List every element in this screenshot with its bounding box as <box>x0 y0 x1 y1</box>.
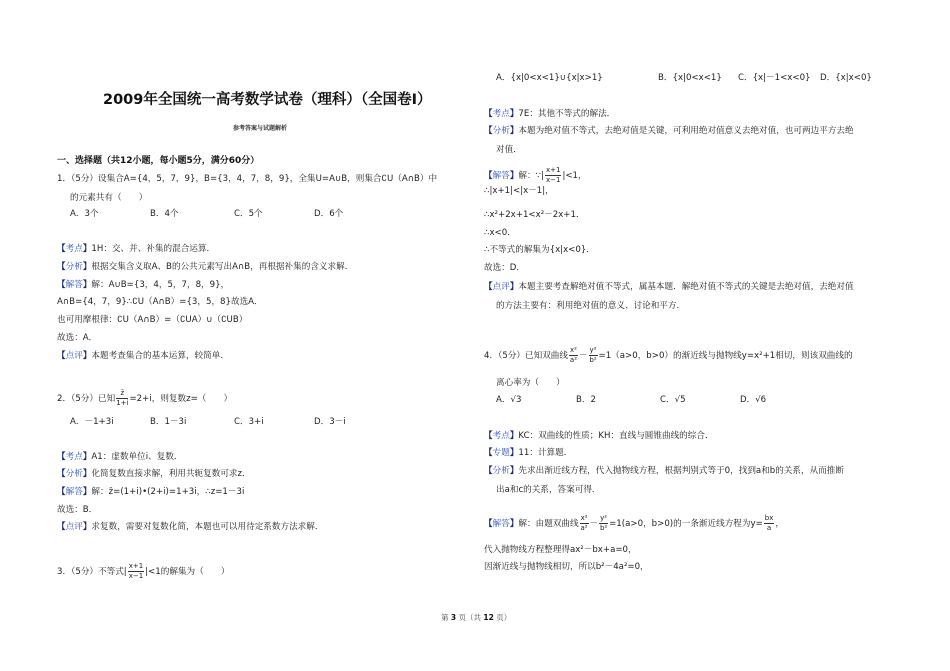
q4-option-d: D．√6 <box>740 395 767 405</box>
q4-zhuanti: 【专题】11：计算题． <box>484 448 573 458</box>
tag-label: 专题 <box>492 448 510 458</box>
numerator: x+1 <box>545 166 561 174</box>
tag-label: 解答 <box>65 280 83 290</box>
page-number: 3 <box>450 613 457 622</box>
q4-option-b: B．2 <box>576 395 596 405</box>
q4-jieda-post: ， <box>775 519 784 529</box>
q1-fenxi-text: 根据交集含义取A、B的公共元素写出A∩B，再根据补集的含义求解． <box>91 262 354 272</box>
q2-dianping-text: 求复数，需要对复数化简，本题也可以用待定系数方法求解． <box>91 522 324 532</box>
page-total: 12 <box>483 613 494 622</box>
q3-fenxi-text: 本题为绝对值不等式，去绝对值是关键，可利用绝对值意义去绝对值，也可两边平方去绝 <box>518 126 854 136</box>
tag-jieda: 【解答】 <box>57 280 92 290</box>
tag-label: 点评 <box>65 522 83 532</box>
q2-stem <box>57 389 232 408</box>
q3-solution-line: ∴|x+1|<|x－1|， <box>484 186 554 196</box>
numerator: x+1 <box>128 562 144 570</box>
q2-stem-pre: 2．（5分）已知 <box>57 394 116 404</box>
q3-dianping-text: 本题主要考查解绝对值不等式，属基本题．解绝对值不等式的关键是去绝对值，去绝对值 <box>518 282 854 292</box>
q3-kaodian: 【考点】7E：其他不等式的解法． <box>484 109 616 119</box>
q4-solution-line: 代入抛物线方程整理得ax²－bx+a=0， <box>484 545 637 555</box>
minus-sign: － <box>589 519 599 529</box>
q1-dianping-text: 本题考查集合的基本运算，较简单． <box>91 351 229 361</box>
q3-option-c: C．{x|－1<x<0} <box>738 73 811 83</box>
q1-solution-line: A∩B={4，7，9}∴∁U（A∩B）={3，5，8}故选A． <box>57 297 263 307</box>
q2-kaodian: 【考点】A1：虚数单位i、复数． <box>57 452 183 462</box>
footer-text: 页） <box>496 613 512 622</box>
q2-answer: 故选：B． <box>57 505 98 515</box>
q3-option-b: B．{x|0<x<1} <box>658 73 722 83</box>
q2-option-d: D．3－i <box>314 417 346 427</box>
tag-label: 考点 <box>492 431 510 441</box>
numerator: bx <box>764 514 774 522</box>
q2-option-b: B．1－3i <box>150 417 187 427</box>
tag-dianping: 【点评】 <box>57 351 92 361</box>
numerator: z̄ <box>116 389 128 399</box>
q1-stem: 1．（5分）设集合A={4，5，7，9}，B={3，4，7，8，9}，全集U=A∪B，则集合∁U（A∩B）中 <box>57 174 438 184</box>
q3-kaodian-text: 7E：其他不等式的解法． <box>518 109 616 119</box>
q1-jieda <box>57 279 229 291</box>
tag-label: 点评 <box>492 282 510 292</box>
tag-fenxi: 【分析】 <box>57 262 92 272</box>
q4-stem-cont: 离心率为（ ） <box>496 378 565 388</box>
q2-stem-post: =2+i，则复数z=（ ） <box>129 394 233 404</box>
tag-label: 分析 <box>65 469 83 479</box>
q4-fenxi: 【分析】先求出渐近线方程，代入抛物线方程，根据判别式等于0，找到a和b的关系，从而推断 <box>484 466 844 476</box>
q2-dianping: 【点评】求复数，需要对复数化简，本题也可以用待定系数方法求解． <box>57 522 324 532</box>
q1-fenxi <box>57 261 353 273</box>
q1-solution-line: 也可用摩根律：∁U（A∩B）=（∁UA）∪（∁UB） <box>57 315 248 325</box>
denominator: b² <box>600 524 608 532</box>
q3-solution-line: ∴不等式的解集为{x|x<0}． <box>484 245 595 255</box>
q4-jieda-pre: 解：由题双曲线 <box>518 519 579 529</box>
q3-fenxi-cont: 对值． <box>496 145 522 155</box>
tag-label: 点评 <box>65 351 83 361</box>
q4-kaodian: 【考点】KC：双曲线的性质；KH：直线与圆锥曲线的综合． <box>484 431 714 441</box>
page-footer <box>441 612 511 624</box>
tag-label: 解答 <box>65 487 83 497</box>
q4-fenxi-text: 先求出渐近线方程，代入抛物线方程，根据判别式等于0，找到a和b的关系，从而推断 <box>518 466 844 476</box>
q3-solution-line: ∴x²+2x+1<x²－2x+1． <box>484 210 585 220</box>
q4-option-a: A．√3 <box>496 395 522 405</box>
q1-option-d: D．6个 <box>314 209 344 219</box>
numerator: y² <box>589 346 597 354</box>
q4-fenxi-cont: 出a和c的关系，答案可得． <box>496 485 601 495</box>
numerator: x² <box>569 346 577 354</box>
q1-kaodian-text: 1H：交、并、补集的混合运算． <box>91 244 216 254</box>
q4-stem-pre: 4．（5分）已知双曲线 <box>484 351 568 361</box>
tag-label: 解答 <box>492 171 510 181</box>
q3-answer: 故选：D． <box>484 263 525 273</box>
minus-sign: － <box>578 351 588 361</box>
tag-label: 考点 <box>492 109 510 119</box>
q4-stem <box>484 346 853 365</box>
q4-option-c: C．√5 <box>660 395 686 405</box>
q4-jieda: 【解答】解：由题双曲线 $\frac{\text{x²}}{\text{a²}}$ － $\frac{\text{y²}}{\text{b²}}$ =1(a>0，b>0)的一条渐近线方程为y= $\frac{bx}{a}$ ， <box>484 514 784 532</box>
q2-options <box>70 416 346 428</box>
q2-kaodian-text: A1：虚数单位i、复数． <box>91 452 183 462</box>
q4-fraction-x <box>569 346 578 365</box>
q4-fraction-y <box>589 346 598 365</box>
q4-options <box>496 394 766 406</box>
q2-fraction <box>116 389 128 408</box>
q3-jieda: 【解答】解：∵| $\frac{x+1}{x-1}$ |<1， <box>484 166 587 184</box>
q1-option-b: B．4个 <box>150 209 179 219</box>
section-heading: 一、选择题（共12小题，每小题5分，满分60分） <box>57 156 260 166</box>
q3-options <box>496 72 872 84</box>
q3-jieda-pre: 解：∵| <box>518 171 544 181</box>
q3-option-d: D．{x|x<0} <box>820 73 872 83</box>
q3-solution-line: ∴x<0． <box>484 228 516 238</box>
q2-jieda-text: 解：z̄=(1+i)•(2+i)=1+3i，∴z=1－3i <box>91 487 245 497</box>
doc-subtitle: 参考答案与试题解析 <box>233 125 288 132</box>
footer-text: 页（共 <box>458 613 481 622</box>
q1-option-c: C．5个 <box>234 209 263 219</box>
q1-dianping <box>57 350 229 362</box>
q1-answer: 故选：A． <box>57 333 98 343</box>
q4-jieda-mid: =1(a>0，b>0)的一条渐近线方程为y= <box>609 519 763 529</box>
q2-option-a: A．－1+3i <box>70 417 114 427</box>
q3-dianping: 【点评】本题主要考查解绝对值不等式，属基本题．解绝对值不等式的关键是去绝对值，去绝对值 <box>484 282 854 292</box>
q3-dianping-cont: 的方法主要有：利用绝对值的意义、讨论和平方． <box>496 301 686 311</box>
tag-label: 分析 <box>492 466 510 476</box>
footer-text: 第 <box>441 613 449 622</box>
numerator: x² <box>580 514 588 522</box>
tag-label: 考点 <box>65 244 83 254</box>
doc-title: 2009年全国统一高考数学试卷（理科）（全国卷Ⅰ） <box>103 92 432 108</box>
q4-asymptote-fraction <box>764 514 775 533</box>
q4-jieda-fraction-y <box>599 514 608 533</box>
q2-fenxi-text: 化简复数直接求解，利用共轭复数可求z． <box>91 469 251 479</box>
q2-jieda: 【解答】解：z̄=(1+i)•(2+i)=1+3i，∴z=1－3i <box>57 487 245 497</box>
q1-options <box>70 208 343 220</box>
tag-label: 分析 <box>65 262 83 272</box>
denominator: a² <box>569 356 578 364</box>
denominator: b² <box>589 356 597 364</box>
q1-jieda-text: 解：A∪B={3，4，5，7，8，9}， <box>91 280 230 290</box>
q4-stem-post: =1（a>0，b>0）的渐近线与抛物线y=x²+1相切，则该双曲线的 <box>598 351 853 361</box>
denominator: a² <box>580 524 588 532</box>
tag-label: 分析 <box>492 126 510 136</box>
q4-jieda-fraction-x <box>580 514 589 533</box>
q3-fraction <box>128 562 144 581</box>
q4-kaodian-text: KC：双曲线的性质；KH：直线与圆锥曲线的综合． <box>518 431 714 441</box>
numerator: y² <box>600 514 608 522</box>
q2-fenxi: 【分析】化简复数直接求解，利用共轭复数可求z． <box>57 469 251 479</box>
denominator: a <box>766 524 772 532</box>
tag-label: 考点 <box>65 452 83 462</box>
q3-jieda-post: |<1， <box>562 171 587 181</box>
q1-kaodian <box>57 243 215 255</box>
q2-option-c: C．3+i <box>234 417 264 427</box>
q3-stem-pre: 3．（5分）不等式| <box>57 567 127 577</box>
q1-stem-cont: 的元素共有（ ） <box>70 193 148 203</box>
denominator: x−1 <box>128 572 144 580</box>
tag-label: 解答 <box>492 519 510 529</box>
q3-stem <box>57 562 229 581</box>
q3-stem-post: |<1的解集为（ ） <box>145 567 230 577</box>
tag-kaodian: 【考点】 <box>57 244 92 254</box>
denominator: x−1 <box>545 176 561 184</box>
q3-fenxi: 【分析】本题为绝对值不等式，去绝对值是关键，可利用绝对值意义去绝对值，也可两边平方去绝 <box>484 126 854 136</box>
q3-jieda-fraction <box>545 166 561 185</box>
denominator: 1+i <box>116 399 129 407</box>
q3-option-a: A．{x|0<x<1}∪{x|x>1} <box>496 73 603 83</box>
q4-zhuanti-text: 11：计算题． <box>518 448 573 458</box>
q1-option-a: A．3个 <box>70 209 99 219</box>
q4-solution-line: 因渐近线与抛物线相切，所以b²－4a²=0， <box>484 562 649 572</box>
